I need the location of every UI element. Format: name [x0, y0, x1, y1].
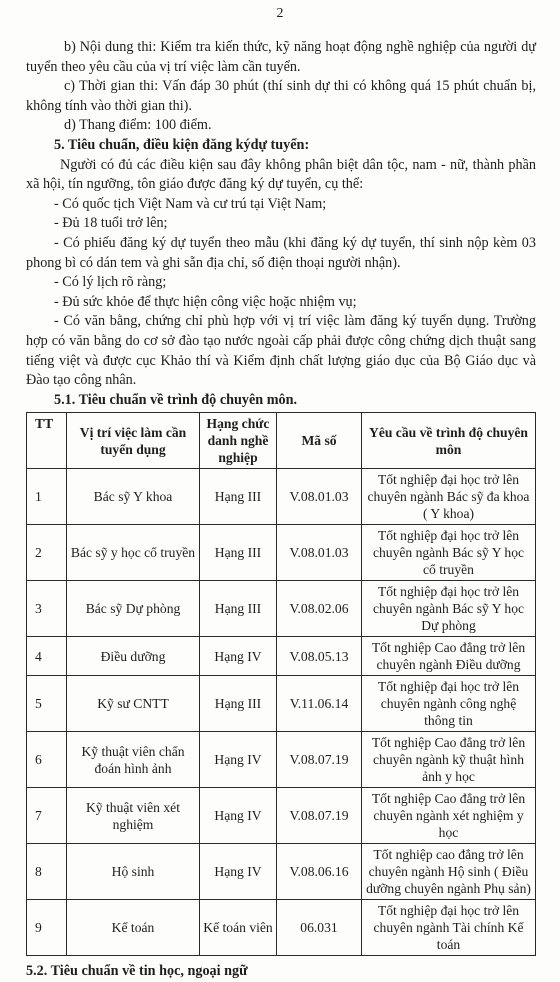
- table-row: [27, 788, 536, 844]
- bullet-item: - Có quốc tịch Việt Nam và cư trú tại Việt Nam;: [54, 195, 327, 212]
- cell-requirement: Tốt nghiệp đại học trở lên chuyên ngành công nghệ thông tin: [362, 676, 536, 732]
- cell-code: V.08.06.16: [277, 844, 362, 900]
- cell-position: Kỹ thuật viên chẩn đoán hình ảnh: [67, 732, 200, 788]
- cell-position: Bác sỹ Y khoa: [67, 469, 200, 525]
- cell-rank: Hạng IV: [200, 788, 277, 844]
- cell-requirement: Tốt nghiệp cao đẳng trở lên chuyên ngành Hộ sinh ( Điều dưỡng chuyên ngành Phụ sản): [362, 844, 536, 900]
- cell-tt: 5: [27, 676, 67, 732]
- cell-code: V.08.01.03: [277, 469, 362, 525]
- cell-position: Hộ sinh: [67, 844, 200, 900]
- cell-code: V.08.01.03: [277, 525, 362, 581]
- paragraph-c: c) Thời gian thi: Vấn đáp 30 phút (thí sinh dự thi có không quá 15 phút chuẩn bị, không tính vào thời gian thi).: [26, 78, 536, 114]
- cell-code: V.08.02.06: [277, 581, 362, 637]
- cell-tt: 3: [27, 581, 67, 637]
- section-5-1-title: 5.1. Tiêu chuẩn về trình độ chuyên môn.: [54, 391, 298, 408]
- page-number: 2: [276, 6, 284, 21]
- cell-tt: 6: [27, 732, 67, 788]
- cell-rank: Hạng IV: [200, 637, 277, 676]
- cell-position: Kỹ sư CNTT: [67, 676, 200, 732]
- cell-position: Kế toán: [67, 900, 200, 956]
- cell-position: Bác sỹ y học cổ truyền: [67, 525, 200, 581]
- cell-code: 06.031: [277, 900, 362, 956]
- cell-rank: Hạng III: [200, 525, 277, 581]
- qualification-table: [26, 412, 536, 956]
- table-row: [27, 581, 536, 637]
- table-row: [27, 469, 536, 525]
- header-position: Vị trí việc làm cần tuyển dụng: [67, 413, 200, 469]
- document-body: [26, 38, 536, 982]
- cell-rank: Hạng IV: [200, 732, 277, 788]
- bullet-item: - Có phiếu đăng ký dự tuyển theo mẫu (khi đăng ký dự tuyển, thí sinh nộp kèm 03 phong bì có dán tem và ghi sẵn địa chỉ, số điện thoại người nhận).: [26, 234, 536, 271]
- paragraph-b: b) Nội dung thi: Kiểm tra kiến thức, kỹ năng hoạt động nghề nghiệp của người dự tuyển theo yêu cầu của vị trí việc làm cần tuyển.: [26, 39, 536, 75]
- cell-tt: 9: [27, 900, 67, 956]
- cell-position: Điều dưỡng: [67, 637, 200, 676]
- cell-tt: 8: [27, 844, 67, 900]
- table-row: [27, 637, 536, 676]
- cell-tt: 1: [27, 469, 67, 525]
- header-code: Mã số: [277, 413, 362, 469]
- paragraph-d: d) Thang điểm: 100 điểm.: [64, 117, 212, 134]
- cell-tt: 7: [27, 788, 67, 844]
- cell-position: Kỹ thuật viên xét nghiệm: [67, 788, 200, 844]
- cell-requirement: Tốt nghiệp Cao đẳng trở lên chuyên ngành Điều dưỡng: [362, 637, 536, 676]
- section-5-2-title: 5.2. Tiêu chuẩn về tin học, ngoại ngữ: [26, 963, 248, 980]
- cell-position: Bác sỹ Dự phòng: [67, 581, 200, 637]
- cell-rank: Hạng III: [200, 469, 277, 525]
- cell-code: V.11.06.14: [277, 676, 362, 732]
- cell-requirement: Tốt nghiệp đại học trở lên chuyên ngành Bác sỹ đa khoa ( Y khoa): [362, 469, 536, 525]
- cell-tt: 2: [27, 525, 67, 581]
- cell-requirement: Tốt nghiệp Cao đẳng trở lên chuyên ngành kỹ thuật hình ảnh y học: [362, 732, 536, 788]
- table-row: [27, 732, 536, 788]
- cell-code: V.08.07.19: [277, 788, 362, 844]
- cell-code: V.08.07.19: [277, 732, 362, 788]
- bullet-item: - Đủ sức khỏe để thực hiện công việc hoặc nhiệm vụ;: [54, 293, 357, 310]
- cell-tt: 4: [27, 637, 67, 676]
- cell-requirement: Tốt nghiệp đại học trở lên chuyên ngành Bác sỹ Y học cổ truyền: [362, 525, 536, 581]
- cell-requirement: Tốt nghiệp đại học trở lên chuyên ngành Bác sỹ Y học Dự phòng: [362, 581, 536, 637]
- table-header-row: [27, 413, 536, 469]
- cell-rank: Hạng III: [200, 581, 277, 637]
- cell-requirement: Tốt nghiệp đại học trở lên chuyên ngành Tài chính Kế toán: [362, 900, 536, 956]
- section-5-title: 5. Tiêu chuẩn, điều kiện đăng kýdự tuyển:: [54, 136, 310, 153]
- bullet-item: - Đủ 18 tuổi trở lên;: [54, 215, 168, 232]
- table-row: [27, 900, 536, 956]
- header-requirement: Yêu cầu về trình độ chuyên môn: [362, 413, 536, 469]
- table-row: [27, 844, 536, 900]
- bullet-item: - Có văn bằng, chứng chỉ phù hợp với vị trí việc làm đăng ký tuyển dụng. Trường hợp có văn bằng do cơ sở đào tạo nước ngoài cấp phải được công chứng dịch thuật sang tiếng việt và được cục Khảo thí và Kiểm định chất lượng giáo dục của Bộ Giáo dục và Đào tạo công nhân.: [26, 313, 536, 389]
- bullet-item: - Có lý lịch rõ ràng;: [54, 274, 167, 291]
- section-5-intro: Người có đủ các điều kiện sau đây không phân biệt dân tộc, nam - nữ, thành phần xã hội, tín ngưỡng, tôn giáo được đăng ký dự tuyển, cụ thể:: [26, 156, 536, 193]
- cell-code: V.08.05.13: [277, 637, 362, 676]
- cell-requirement: Tốt nghiệp Cao đẳng trở lên chuyên ngành xét nghiệm y học: [362, 788, 536, 844]
- header-rank: Hạng chức danh nghề nghiệp: [200, 413, 277, 469]
- table-row: [27, 525, 536, 581]
- table-row: [27, 676, 536, 732]
- cell-rank: Hạng III: [200, 676, 277, 732]
- cell-rank: Hạng IV: [200, 844, 277, 900]
- header-tt: TT: [27, 413, 67, 469]
- cell-rank: Kế toán viên: [200, 900, 277, 956]
